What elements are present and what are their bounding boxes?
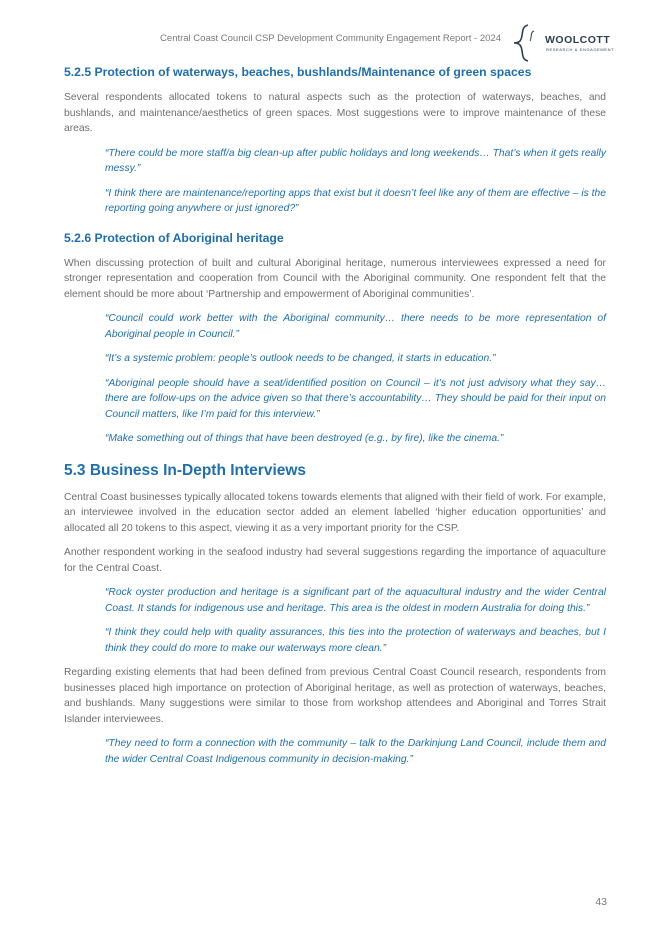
section-heading-5-3: 5.3 Business In-Depth Interviews (64, 461, 307, 479)
quote: “I think there are maintenance/reporting apps that exist but it doesn’t feel like any of them are effective – is the reporting going anywhere or just ignored?” (105, 187, 606, 214)
logo-tagline: RESEARCH & ENGAGEMENT (546, 47, 615, 52)
section-heading-5-2-6: 5.2.6 Protection of Aboriginal heritage (64, 230, 284, 245)
quote: “There could be more staff/a big clean-up after public holidays and long weekends… That’s when it gets really messy.” (105, 147, 606, 174)
quote: “Council could work better with the Aboriginal community… there needs to be more representation of Aboriginal people in Council.” (105, 313, 606, 340)
paragraph: Central Coast businesses typically allocated tokens towards elements that aligned with their field of work. For example, an interviewee involved in the education sector added an element labelled ‘higher education opportunities’ and allocated all 20 tokens to this aspect, viewing it as a very important priority for the CSP. (64, 491, 606, 534)
quote: “Rock oyster production and heritage is a significant part of the aquacultural industry and the wider Central Coast. It stands for indigenous use and heritage. This area is the oldest in modern Australia for doing this.” (105, 587, 606, 614)
page-content (64, 64, 606, 776)
quote: “Make something out of things that have been destroyed (e.g., by fire), like the cinema.” (105, 433, 504, 444)
logo-brace-icon (506, 22, 546, 64)
paragraph: When discussing protection of built and cultural Aboriginal heritage, numerous interviewees expressed a need for stronger representation and cooperation from Council with the Aboriginal community. One respondent felt that the element should be more about ‘Partnership and empowerment of Aboriginal communities’. (64, 257, 606, 300)
section-heading-5-2-5: 5.2.5 Protection of waterways, beaches, bushlands/Maintenance of green spaces (64, 65, 532, 79)
paragraph: Another respondent working in the seafood industry had several suggestions regarding the importance of aquaculture for the Central Coast. (64, 547, 606, 574)
woolcott-logo (506, 22, 626, 64)
quote: “It’s a systemic problem: people’s outlook needs to be changed, it starts in education.” (105, 353, 496, 364)
quote: “Aboriginal people should have a seat/identified position on Council – it’s not just advisory what they say…there are follow-ups on the advice given so that there’s accountability… They should be paid for their input on Council matters, like I’m paid for this interview.” (105, 377, 606, 420)
page-header (0, 22, 669, 64)
logo-wordmark: WOOLCOTT (545, 34, 611, 46)
paragraph: Regarding existing elements that had been defined from previous Central Coast Council research, respondents from businesses placed high importance on protection of Aboriginal heritage, as well as protection of waterways, beaches, and bushlands. Many suggestions were similar to those from workshop attendees and Aboriginal and Torres Strait Islander interviewees. (64, 667, 606, 725)
quote: “I think they could help with quality assurances, this ties into the protection of waterways and beaches, but I think they could do more to make our waterways more clean.” (105, 627, 606, 654)
header-title: Central Coast Council CSP Development Community Engagement Report - 2024 (160, 33, 501, 44)
quote: “They need to form a connection with the community – talk to the Darkinjung Land Council, include them and the wider Central Coast Indigenous community in decision-making.” (105, 738, 606, 765)
paragraph: Several respondents allocated tokens to natural aspects such as the protection of waterways, beaches, and bushlands, and maintenance/aesthetics of green spaces. Most suggestions were to improve maintenance of these areas. (64, 92, 606, 134)
page-number: 43 (595, 896, 607, 908)
